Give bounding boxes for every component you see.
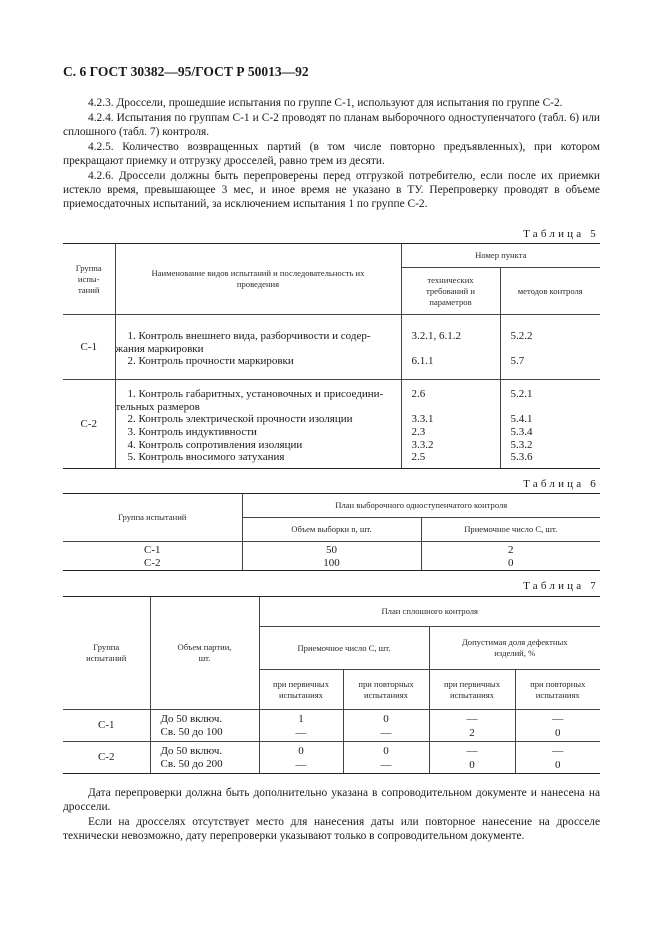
table7-header-defect: Допустимая доля дефектных изделий, % <box>429 627 600 670</box>
table-row <box>63 710 600 726</box>
table7-header-accept: Приемочное число C, шт. <box>259 627 429 670</box>
table6-cell-sample: 50 <box>242 542 421 557</box>
table7-cell-def-repeat: 0 <box>515 758 600 774</box>
table5-names: 1. Контроль габаритных, установочных и присоедини- тельных размеров 2. Контроль электрической прочности изоляции 3. Контроль индуктивности 4. Контроль сопротивления изоляции 5. Контроль вносимого затухания <box>115 380 401 469</box>
table7-cell-acc-repeat: — <box>343 758 429 774</box>
table6-header-plan: План выборочного одноступенчатого контроля <box>242 494 600 518</box>
table5-tech: 2.6 3.3.1 2.3 3.3.2 2.5 <box>401 380 500 469</box>
table7-header-defect-repeat: при повторных испытаниях <box>515 670 600 710</box>
table7-cell-acc-repeat: — <box>343 726 429 742</box>
paragraph-4-2-6: 4.2.6. Дроссели должны быть перепроверены перед отгрузкой потребителю, если после их приемки истекло время, превышающее 3 мес, и иное время не указано в ТУ. Перепроверку проводят в объеме приемосдаточных испытаний, за исключением испытания 1 по группе С-2. <box>63 170 600 210</box>
table7-cell-acc-primary: 1 <box>259 710 343 726</box>
table7-header-accept-primary: при первичных испытаниях <box>259 670 343 710</box>
table5-row-c1 <box>63 315 600 380</box>
table7-cell-lot: До 50 включ. <box>150 710 259 726</box>
table7-cell-acc-primary: — <box>259 726 343 742</box>
table7-cell-def-primary: — <box>429 710 515 726</box>
table7-cell-def-primary: 2 <box>429 726 515 742</box>
table5-header-methods: методов контроля <box>500 268 600 315</box>
table6-caption: Таблица 6 <box>523 478 599 490</box>
paragraph-4-2-3: 4.2.3. Дроссели, прошедшие испытания по группе С-1, используют для испытания по группе С-2. <box>88 97 563 109</box>
top-paragraphs <box>63 96 600 212</box>
table7-cell-acc-primary: 0 <box>259 742 343 758</box>
table6-cell-group: С-1 <box>63 542 242 557</box>
table7-cell-acc-repeat: 0 <box>343 742 429 758</box>
table7-cell-def-primary: 0 <box>429 758 515 774</box>
table7 <box>63 596 600 774</box>
table5-names: 1. Контроль внешнего вида, разборчивости и содер- жания маркировки 2. Контроль прочности маркировки <box>115 315 401 380</box>
table6-cell-accept: 0 <box>421 557 600 571</box>
table6 <box>63 493 600 571</box>
table7-caption: Таблица 7 <box>523 580 599 592</box>
table7-cell-acc-repeat: 0 <box>343 710 429 726</box>
table6-cell-sample: 100 <box>242 557 421 571</box>
bottom-paragraphs <box>63 786 600 844</box>
table7-cell-def-repeat: 0 <box>515 726 600 742</box>
table7-cell-lot: До 50 включ. <box>150 742 259 758</box>
table-row <box>63 542 600 557</box>
table5-caption: Таблица 5 <box>523 228 599 240</box>
table7-cell-lot: Св. 50 до 100 <box>150 726 259 742</box>
table7-header-accept-repeat: при повторных испытаниях <box>343 670 429 710</box>
table5-group: С-2 <box>63 380 115 469</box>
table5-header-tech: технических требований и параметров <box>401 268 500 315</box>
table6-header-sample: Объем выборки n, шт. <box>242 518 421 542</box>
page-header: С. 6 ГОСТ 30382—95/ГОСТ Р 50013—92 <box>63 64 309 79</box>
table7-cell-def-primary: — <box>429 742 515 758</box>
table7-header-lot: Объем партии, шт. <box>150 597 259 710</box>
table5-methods: 5.2.1 5.4.1 5.3.4 5.3.2 5.3.6 <box>500 380 600 469</box>
table7-header-group: Группа испытаний <box>63 597 150 710</box>
table6-cell-group: С-2 <box>63 557 242 571</box>
table5-row-c2 <box>63 380 600 469</box>
paragraph-4-2-5: 4.2.5. Количество возвращенных партий (в том числе повторно предъявленных), при котором прекращают приемку и отгрузку дросселей, равно трем из десяти. <box>63 141 600 167</box>
table7-cell-group: С-1 <box>63 710 150 742</box>
table7-cell-acc-primary: — <box>259 758 343 774</box>
paragraph-recheck-doc: Если на дросселях отсутствует место для нанесения даты или повторное нанесение на дросселе технически невозможно, дату перепроверки указывают только в сопроводительном документе. <box>63 816 600 842</box>
table7-cell-def-repeat: — <box>552 713 564 725</box>
table6-header-accept: Приемочное число C, шт. <box>421 518 600 542</box>
table7-header-defect-primary: при первичных испытаниях <box>429 670 515 710</box>
table5-header-number: Номер пункта <box>401 244 600 268</box>
paragraph-4-2-4: 4.2.4. Испытания по группам С-1 и С-2 проводят по планам выборочного одноступенчатого (табл. 6) или сплошного (табл. 7) контроля. <box>63 112 600 138</box>
table-row <box>63 557 600 571</box>
table5-tech: 3.2.1, 6.1.2 6.1.1 <box>401 315 500 380</box>
table5-header-name: Наименование видов испытаний и последовательность их проведения <box>115 244 401 315</box>
table7-header-plan: План сплошного контроля <box>259 597 600 627</box>
table6-cell-accept: 2 <box>508 544 514 556</box>
paragraph-recheck-date: Дата перепроверки должна быть дополнительно указана в сопроводительном документе и нанесена на дроссели. <box>63 787 600 813</box>
table6-header-group: Группа испытаний <box>63 494 242 542</box>
table5-methods: 5.2.2 5.7 <box>500 315 600 380</box>
table7-cell-def-repeat: — <box>552 745 564 758</box>
table-row <box>63 742 600 758</box>
table5 <box>63 243 600 469</box>
table5-group: С-1 <box>63 315 115 380</box>
table7-cell-group: С-2 <box>63 742 150 774</box>
table7-cell-lot: Св. 50 до 200 <box>150 758 259 774</box>
table5-header-group: Группа испы- таний <box>63 244 115 315</box>
